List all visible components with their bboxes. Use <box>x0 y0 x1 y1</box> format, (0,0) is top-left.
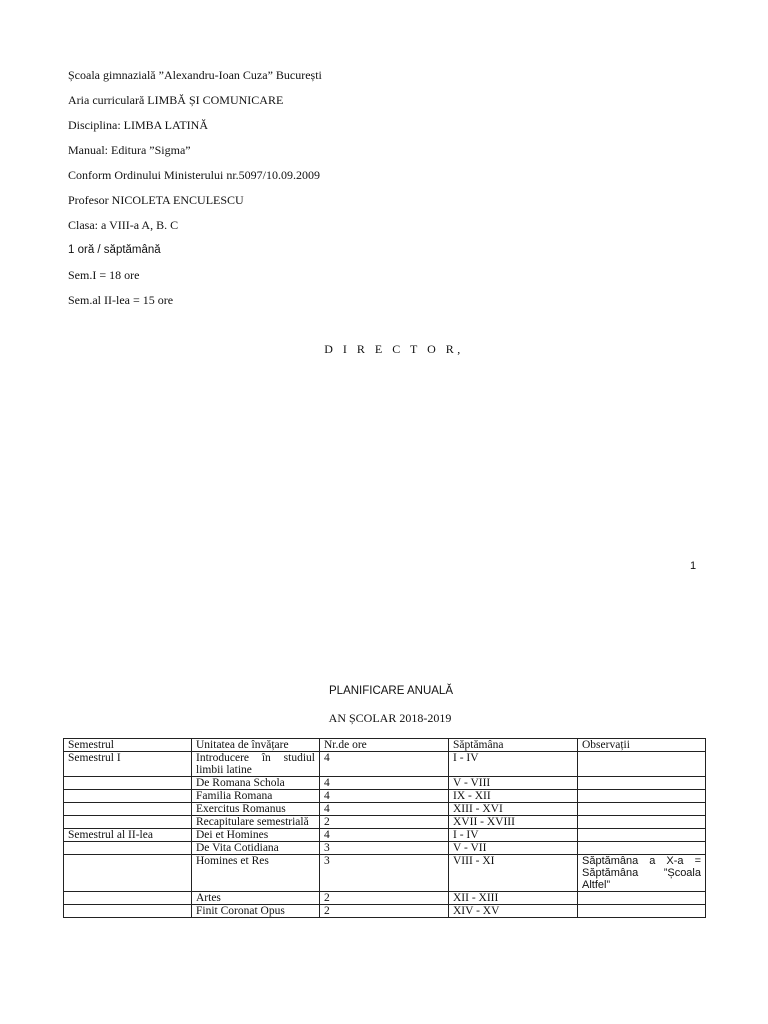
table-row <box>64 752 706 777</box>
semester-cell <box>64 842 192 855</box>
observations-cell <box>578 842 706 855</box>
hours-cell: 4 <box>320 752 449 777</box>
unit-cell: Recapitulare semestrială <box>192 816 320 829</box>
table-row <box>64 855 706 892</box>
week-cell: V - VIII <box>449 777 578 790</box>
unit-cell: De Romana Schola <box>192 777 320 790</box>
semester-cell <box>64 803 192 816</box>
week-cell: XII - XIII <box>449 892 578 905</box>
hours-cell: 4 <box>320 803 449 816</box>
hours-per-week-line: 1 oră / săptămână <box>68 244 161 256</box>
semester-cell <box>64 816 192 829</box>
hours-cell: 2 <box>320 892 449 905</box>
table-row <box>64 803 706 816</box>
semester-cell <box>64 790 192 803</box>
hours-cell: 2 <box>320 816 449 829</box>
week-cell: XVII - XVIII <box>449 816 578 829</box>
semester-2-hours-line: Sem.al II-lea = 15 ore <box>68 293 174 307</box>
unit-cell: Artes <box>192 892 320 905</box>
school-year-subtitle: AN ȘCOLAR 2018-2019 <box>328 711 452 725</box>
table-row <box>64 905 706 918</box>
week-cell: XIV - XV <box>449 905 578 918</box>
semester-1-hours-line: Sem.I = 18 ore <box>68 268 140 282</box>
table-row <box>64 829 706 842</box>
class-line: Clasa: a VIII-a A, B. C <box>68 218 179 232</box>
semester-cell <box>64 892 192 905</box>
plan-title: PLANIFICARE ANUALĂ <box>329 685 453 697</box>
week-cell: I - IV <box>449 752 578 777</box>
unit-cell: Exercitus Romanus <box>192 803 320 816</box>
semester-cell: Semestrul al II-lea <box>64 829 192 842</box>
page-number: 1 <box>690 560 697 572</box>
unit-cell: Familia Romana <box>192 790 320 803</box>
semester-cell <box>64 777 192 790</box>
observations-cell <box>578 803 706 816</box>
semester-cell <box>64 905 192 918</box>
observations-cell <box>578 777 706 790</box>
school-header <box>68 67 708 317</box>
table-row <box>64 790 706 803</box>
annual-plan-table <box>63 738 706 918</box>
hours-cell: 3 <box>320 855 449 892</box>
hours-cell: 3 <box>320 842 449 855</box>
semester-cell: Semestrul I <box>64 752 192 777</box>
teacher-line: Profesor NICOLETA ENCULESCU <box>68 193 244 207</box>
week-cell: IX - XII <box>449 790 578 803</box>
observations-cell <box>578 790 706 803</box>
textbook-line: Manual: Editura ”Sigma” <box>68 143 191 157</box>
table-row <box>64 892 706 905</box>
hours-cell: 4 <box>320 790 449 803</box>
week-cell: I - IV <box>449 829 578 842</box>
director-signature-label: D I R E C T O R, <box>324 342 464 356</box>
curricular-area-line: Aria curriculară LIMBĂ ȘI COMUNICARE <box>68 93 284 107</box>
column-header-semester: Semestrul <box>64 739 192 752</box>
table-row <box>64 816 706 829</box>
column-header-unit: Unitatea de învățare <box>192 739 320 752</box>
school-name-line: Școala gimnazială ”Alexandru-Ioan Cuza” București <box>68 68 322 82</box>
week-cell: V - VII <box>449 842 578 855</box>
observations-cell: Săptămâna a X-a = Săptămâna ”Școala Altfel” <box>578 855 706 892</box>
observations-cell <box>578 892 706 905</box>
unit-cell: De Vita Cotidiana <box>192 842 320 855</box>
observations-cell <box>578 905 706 918</box>
week-cell: VIII - XI <box>449 855 578 892</box>
column-header-observations: Observații <box>578 739 706 752</box>
table-row <box>64 777 706 790</box>
table-row <box>64 842 706 855</box>
table-header-row <box>64 739 706 752</box>
week-cell: XIII - XVI <box>449 803 578 816</box>
ministry-order-line: Conform Ordinului Ministerului nr.5097/10.09.2009 <box>68 168 320 182</box>
unit-cell: Introducere în studiul limbii latine <box>192 752 320 777</box>
semester-cell <box>64 855 192 892</box>
hours-cell: 2 <box>320 905 449 918</box>
observations-cell <box>578 752 706 777</box>
hours-cell: 4 <box>320 829 449 842</box>
discipline-line: Disciplina: LIMBA LATINĂ <box>68 118 208 132</box>
hours-cell: 4 <box>320 777 449 790</box>
observations-cell <box>578 829 706 842</box>
column-header-hours: Nr.de ore <box>320 739 449 752</box>
observations-cell <box>578 816 706 829</box>
column-header-week: Săptămâna <box>449 739 578 752</box>
unit-cell: Homines et Res <box>192 855 320 892</box>
unit-cell: Finit Coronat Opus <box>192 905 320 918</box>
unit-cell: Dei et Homines <box>192 829 320 842</box>
